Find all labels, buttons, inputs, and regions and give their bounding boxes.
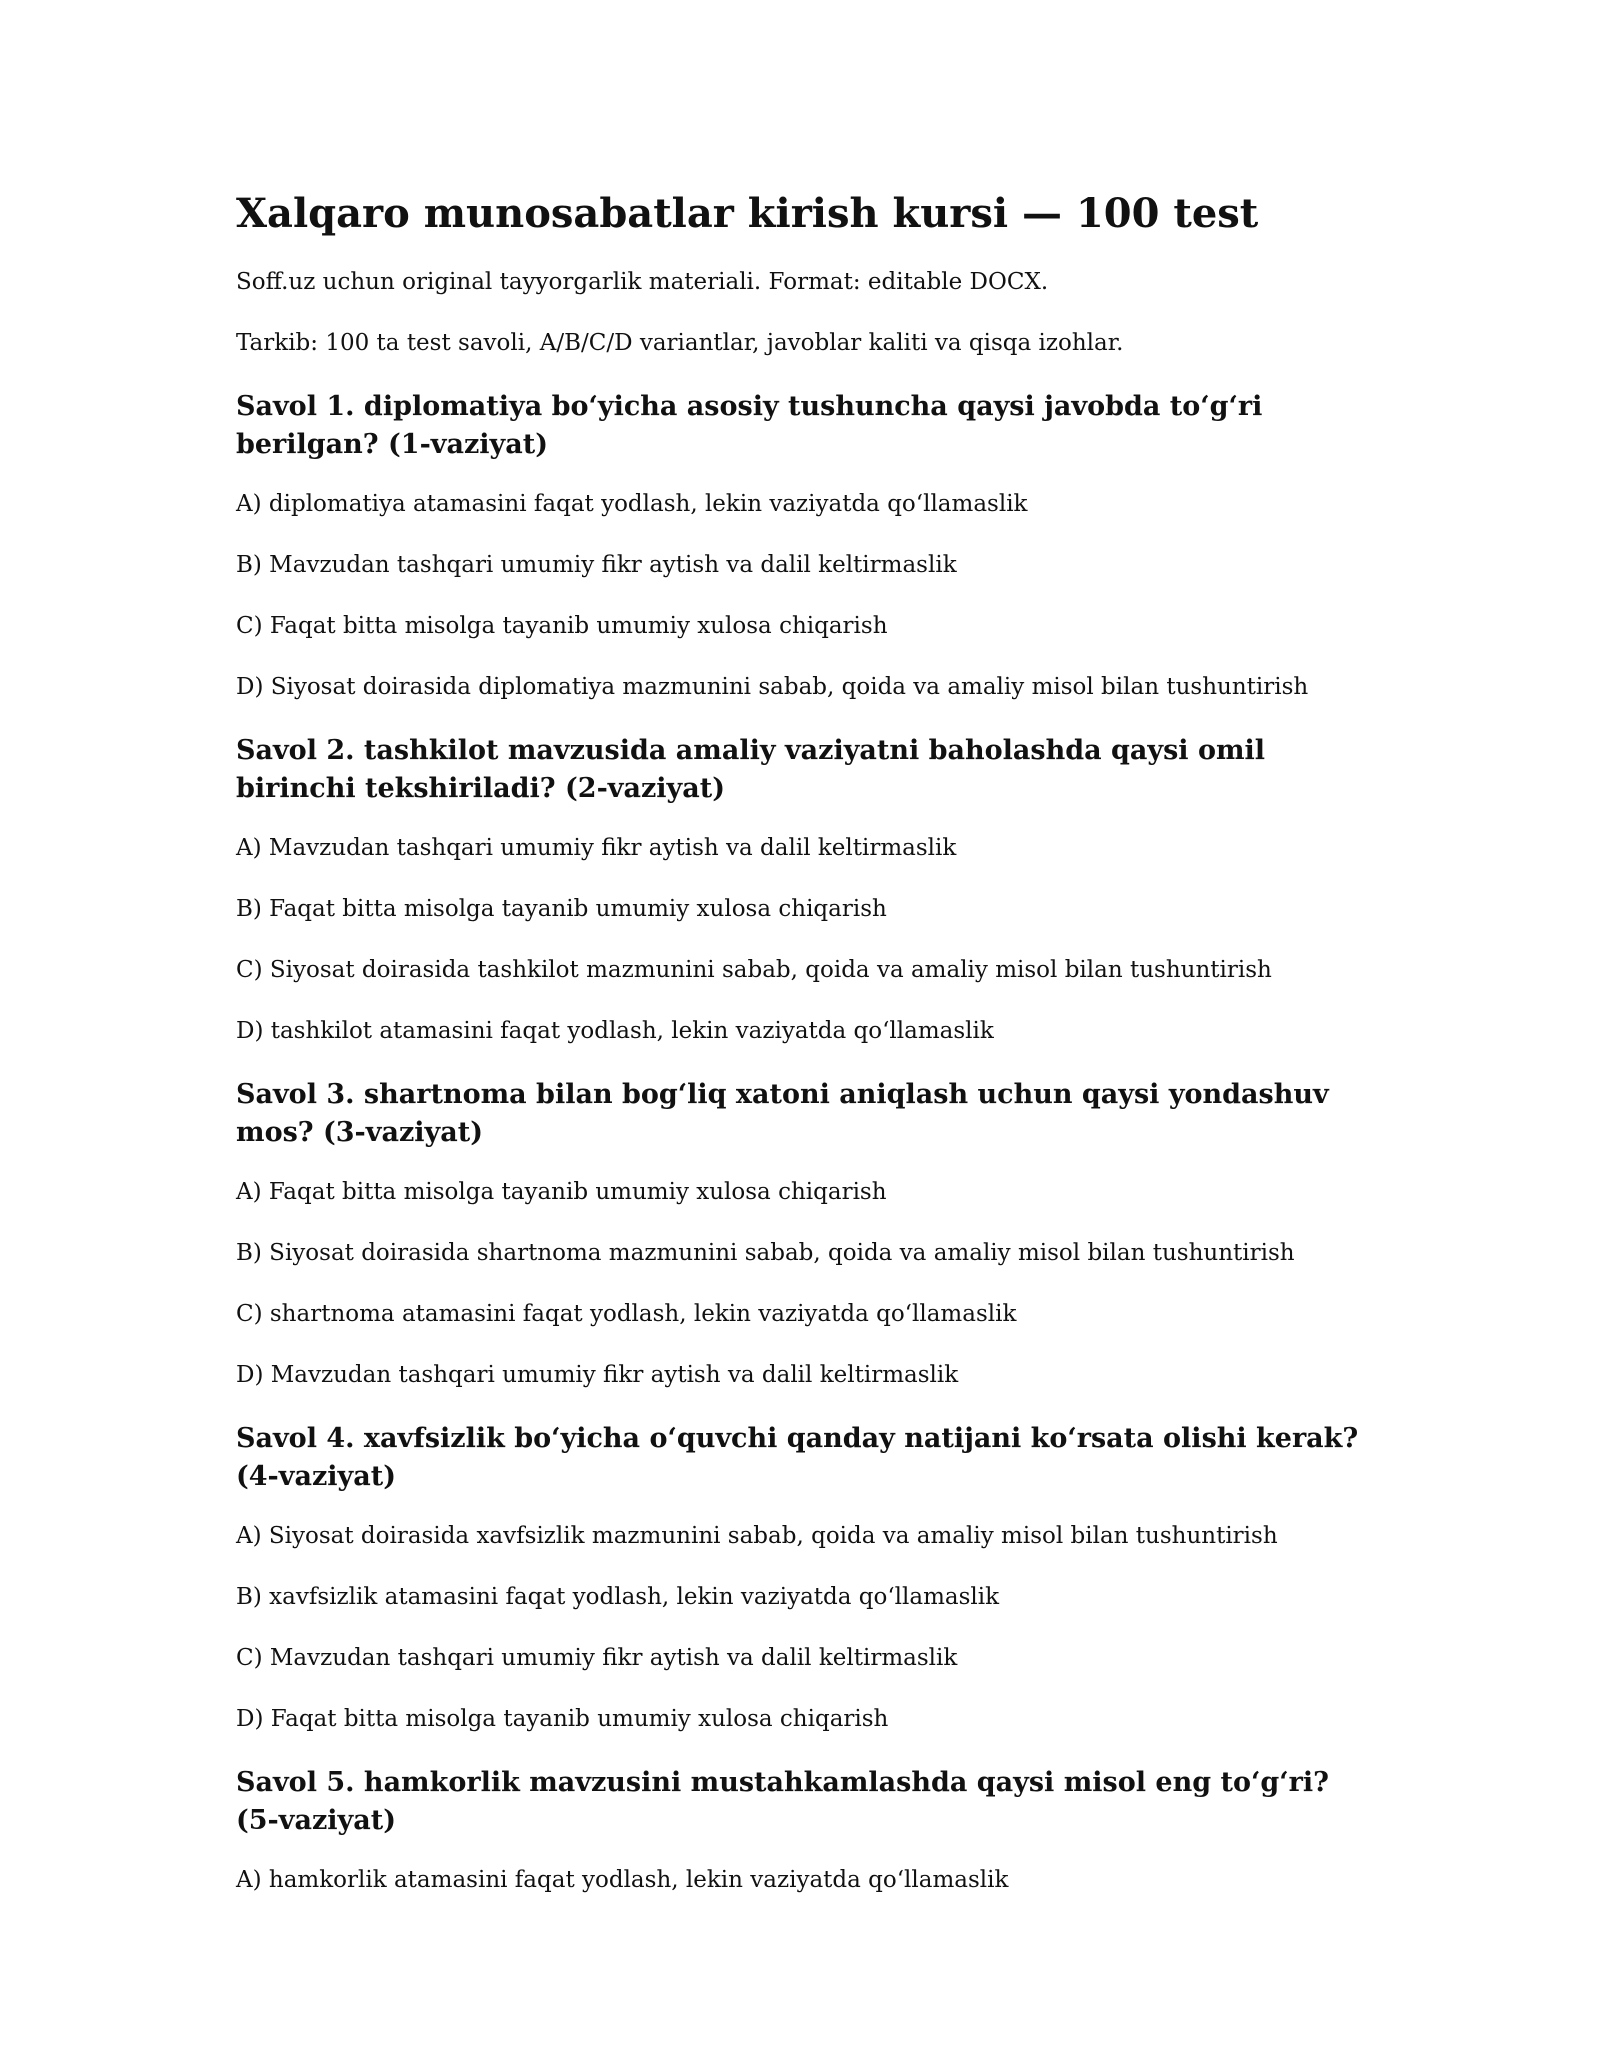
answer-option-b: B) Mavzudan tashqari umumiy fikr aytish va dalil keltirmaslik [236,552,957,578]
answer-option-b: B) Faqat bitta misolga tayanib umumiy xulosa chiqarish [236,896,887,922]
question-2 [236,732,1366,1047]
answer-option-d: D) Faqat bitta misolga tayanib umumiy xulosa chiqarish [236,1706,889,1732]
question-title: Savol 5. hamkorlik mavzusini mustahkamlashda qaysi misol eng to‘g‘ri? (5-vaziyat) [236,1767,1329,1836]
answer-option-d: D) Mavzudan tashqari umumiy fikr aytish va dalil keltirmaslik [236,1362,959,1388]
answer-option-c: C) Faqat bitta misolga tayanib umumiy xulosa chiqarish [236,613,888,639]
answer-option-d: D) tashkilot atamasini faqat yodlash, lekin vaziyatda qo‘llamaslik [236,1018,994,1044]
question-4 [236,1420,1366,1735]
answer-option-c: C) Mavzudan tashqari umumiy fikr aytish va dalil keltirmaslik [236,1645,958,1671]
document-content [236,190,1366,1925]
question-3 [236,1076,1366,1391]
question-1 [236,388,1366,703]
answer-option-d: D) Siyosat doirasida diplomatiya mazmunini sabab, qoida va amaliy misol bilan tushuntirish [236,674,1309,700]
document-title: Xalqaro munosabatlar kirish kursi — 100 test [236,190,1259,237]
answer-option-a: A) Faqat bitta misolga tayanib umumiy xulosa chiqarish [236,1179,887,1205]
answer-option-a: A) Mavzudan tashqari umumiy fikr aytish va dalil keltirmaslik [236,835,957,861]
intro-source-line: Soff.uz uchun original tayyorgarlik materiali. Format: editable DOCX. [236,269,1049,295]
question-title: Savol 2. tashkilot mavzusida amaliy vaziyatni baholashda qaysi omil birinchi tekshiriladi? (2-vaziyat) [236,735,1266,804]
question-5 [236,1764,1366,1896]
answer-option-b: B) Siyosat doirasida shartnoma mazmunini sabab, qoida va amaliy misol bilan tushuntirish [236,1240,1295,1266]
question-title: Savol 4. xavfsizlik bo‘yicha o‘quvchi qanday natijani ko‘rsata olishi kerak? (4-vaziyat) [236,1423,1359,1492]
answer-option-a: A) Siyosat doirasida xavfsizlik mazmunini sabab, qoida va amaliy misol bilan tushuntirish [236,1523,1278,1549]
question-title: Savol 3. shartnoma bilan bog‘liq xatoni aniqlash uchun qaysi yondashuv mos? (3-vaziyat) [236,1079,1329,1148]
question-title: Savol 1. diplomatiya bo‘yicha asosiy tushuncha qaysi javobda to‘g‘ri berilgan? (1-vaziyat) [236,391,1263,460]
answer-option-b: B) xavfsizlik atamasini faqat yodlash, lekin vaziyatda qo‘llamaslik [236,1584,1000,1610]
answer-option-c: C) Siyosat doirasida tashkilot mazmunini sabab, qoida va amaliy misol bilan tushuntirish [236,957,1272,983]
answer-option-c: C) shartnoma atamasini faqat yodlash, lekin vaziyatda qo‘llamaslik [236,1301,1017,1327]
answer-option-a: A) diplomatiya atamasini faqat yodlash, lekin vaziyatda qo‘llamaslik [236,491,1028,517]
answer-option-a: A) hamkorlik atamasini faqat yodlash, lekin vaziyatda qo‘llamaslik [236,1867,1009,1893]
intro-contents-line: Tarkib: 100 ta test savoli, A/B/C/D variantlar, javoblar kaliti va qisqa izohlar. [236,330,1124,356]
